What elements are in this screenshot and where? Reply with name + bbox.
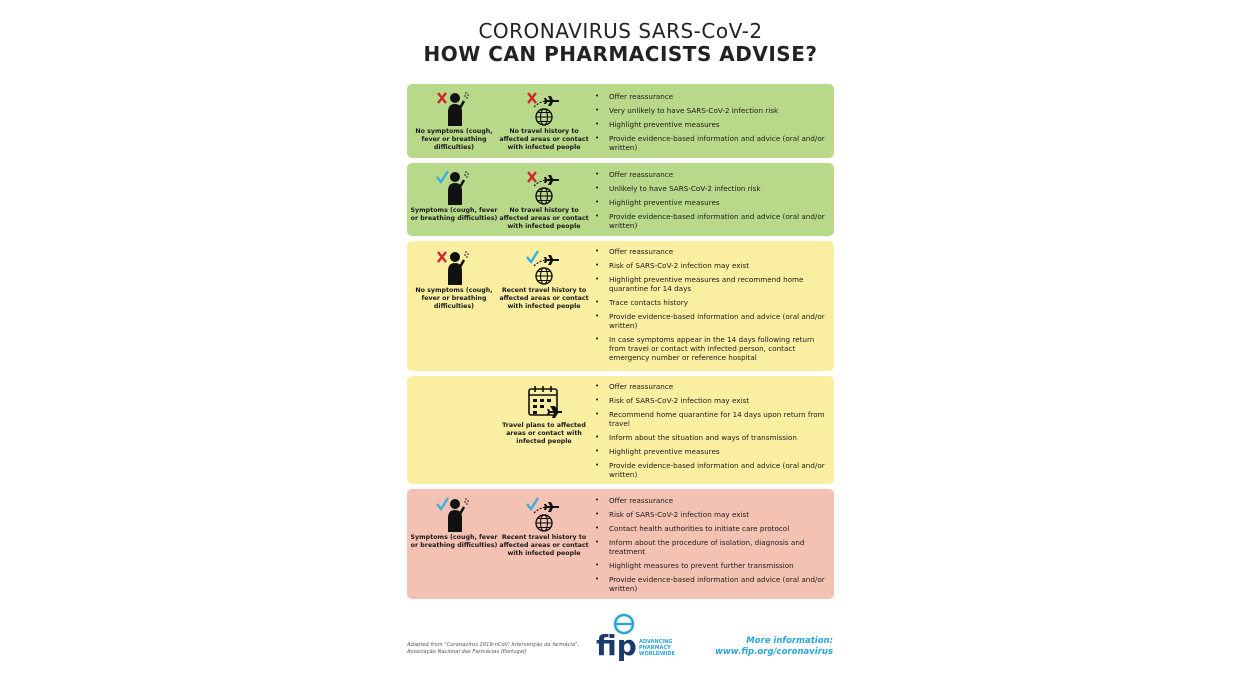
fip-tagline-2: PHARMACY: [639, 645, 671, 651]
symptom-cell: [407, 249, 501, 311]
advice-item: • Risk of SARS-CoV-2 infection may exist: [597, 510, 827, 519]
advice-list: [597, 92, 827, 157]
advice-row-4: [407, 376, 834, 484]
advice-list: [597, 170, 827, 235]
symptom-label: Symptoms (cough, fever or breathing difficulties): [410, 534, 498, 549]
fip-logo: [594, 612, 684, 662]
symptom-label: No symptoms (cough, fever or breathing difficulties): [415, 128, 493, 151]
advice-item: • Trace contacts history: [597, 298, 827, 307]
person-symptoms-icon: [434, 496, 474, 532]
advice-row-3: [407, 241, 834, 371]
travel-label: Recent travel history to affected areas or contact with infected people: [499, 534, 589, 557]
more-info-label: More information:: [746, 636, 833, 646]
title-line-2: HOW CAN PHARMACISTS ADVISE?: [423, 42, 818, 66]
advice-list: [597, 382, 827, 484]
advice-item: • Provide evidence-based information and advice (oral and/or written): [597, 212, 827, 230]
advice-item: • Provide evidence-based information and advice (oral and/or written): [597, 134, 827, 152]
travel-cell: [497, 90, 591, 152]
globe-plane-travel-icon: [522, 496, 566, 532]
advice-item: • Inform about the situation and ways of transmission: [597, 433, 827, 442]
symptom-label: No symptoms (cough, fever or breathing difficulties): [415, 287, 493, 310]
globe-plane-no-travel-icon: [522, 90, 566, 126]
advice-item: • Offer reassurance: [597, 92, 827, 101]
advice-item: • Highlight preventive measures: [597, 120, 827, 129]
advice-list: [597, 247, 827, 367]
travel-label: Travel plans to affected areas or contact with infected people: [502, 422, 586, 445]
symptom-cell: [407, 496, 501, 550]
symptom-cell: [407, 90, 501, 152]
advice-item: • Provide evidence-based information and advice (oral and/or written): [597, 575, 827, 593]
person-symptoms-icon: [434, 169, 474, 205]
advice-item: • Risk of SARS-CoV-2 infection may exist: [597, 396, 827, 405]
source-footnote: Adapted from "Coronavírus 2019-nCoV: Intervenção da farmácia", Associação Nacional das Farmácias (Portugal): [407, 642, 580, 655]
advice-item: • Recommend home quarantine for 14 days upon return from travel: [597, 410, 827, 428]
globe-plane-no-travel-icon: [522, 169, 566, 205]
advice-row-5: [407, 489, 834, 599]
person-no-symptoms-icon: [434, 249, 474, 285]
travel-cell: [497, 169, 591, 231]
travel-cell: [497, 496, 591, 558]
travel-label: No travel history to affected areas or contact with infected people: [499, 207, 589, 230]
advice-item: • Offer reassurance: [597, 247, 827, 256]
advice-item: • Highlight preventive measures: [597, 447, 827, 456]
advice-row-2: [407, 163, 834, 236]
advice-row-1: [407, 84, 834, 158]
advice-item: • Highlight preventive measures and recommend home quarantine for 14 days: [597, 275, 827, 293]
globe-plane-travel-icon: [522, 249, 566, 285]
symptom-label: Symptoms (cough, fever or breathing difficulties): [410, 207, 498, 222]
advice-item: • Offer reassurance: [597, 496, 827, 505]
advice-item: • Unlikely to have SARS-CoV-2 infection risk: [597, 184, 827, 193]
fip-tagline-3: WORLDWIDE: [639, 651, 675, 657]
travel-label: Recent travel history to affected areas or contact with infected people: [499, 287, 589, 310]
advice-item: • Inform about the procedure of isolation, diagnosis and treatment: [597, 538, 827, 556]
advice-item: • Risk of SARS-CoV-2 infection may exist: [597, 261, 827, 270]
more-info-link[interactable]: www.fip.org/coronavirus: [715, 647, 833, 657]
title-line-1: CORONAVIRUS SARS-CoV-2: [478, 19, 763, 43]
advice-item: • In case symptoms appear in the 14 days following return from travel or contact with infected person, contact emergency number or reference hospital: [597, 335, 827, 362]
fip-logo-name: fip: [596, 629, 637, 662]
advice-item: • Very unlikely to have SARS-CoV-2 infection risk: [597, 106, 827, 115]
advice-item: • Highlight measures to prevent further transmission: [597, 561, 827, 570]
travel-cell: [497, 249, 591, 311]
advice-item: • Offer reassurance: [597, 170, 827, 179]
travel-label: No travel history to affected areas or contact with infected people: [499, 128, 589, 151]
advice-item: • Offer reassurance: [597, 382, 827, 391]
advice-item: • Highlight preventive measures: [597, 198, 827, 207]
advice-list: [597, 496, 827, 598]
travel-cell: [497, 384, 591, 446]
person-no-symptoms-icon: [434, 90, 474, 126]
fip-tagline-1: ADVANCING: [639, 639, 673, 645]
advice-item: • Provide evidence-based information and advice (oral and/or written): [597, 461, 827, 479]
calendar-plane-icon: [522, 384, 566, 420]
advice-item: • Provide evidence-based information and advice (oral and/or written): [597, 312, 827, 330]
symptom-cell: [407, 169, 501, 223]
advice-item: • Contact health authorities to initiate care protocol: [597, 524, 827, 533]
